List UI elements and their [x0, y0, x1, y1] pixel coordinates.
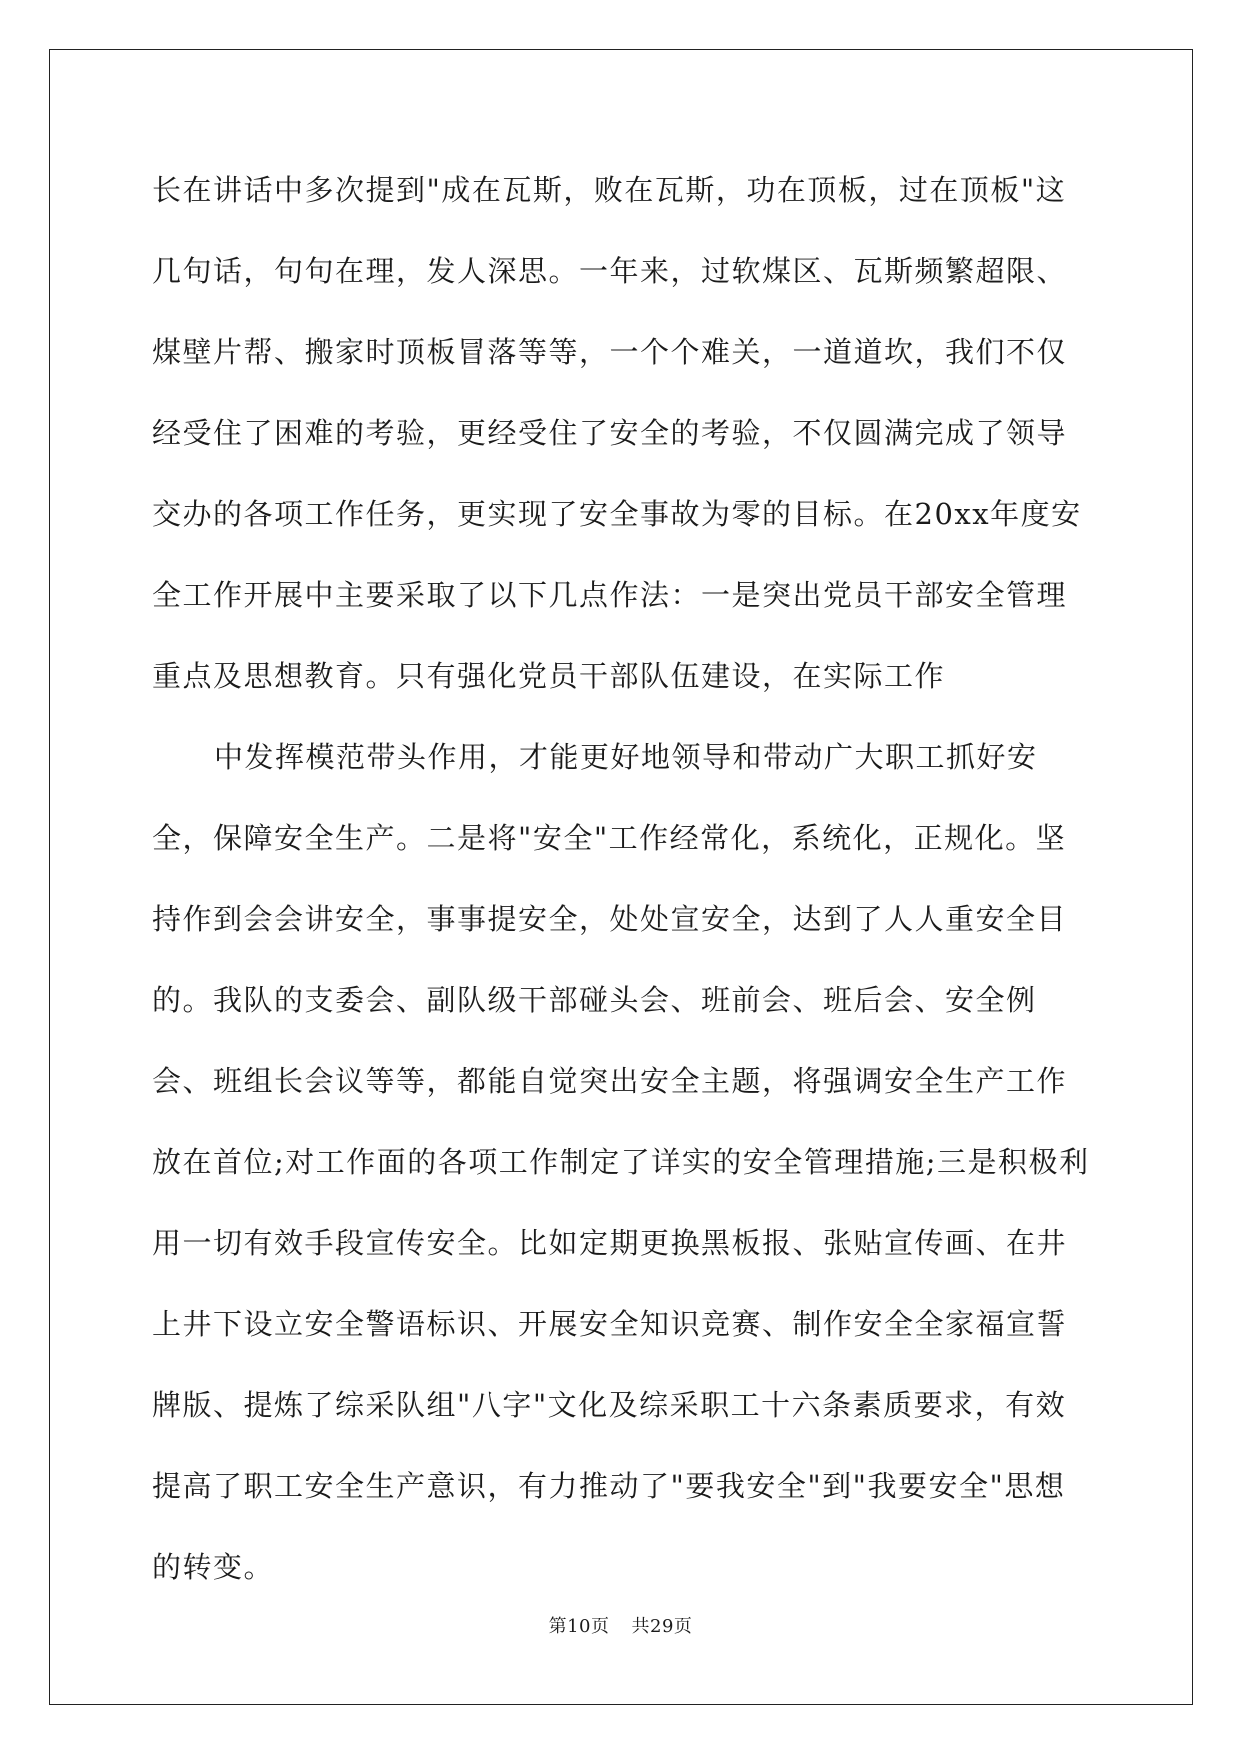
- page-number: 第10页: [548, 1616, 610, 1637]
- page-footer: [0, 1612, 1241, 1638]
- body-paragraph-1: 长在讲话中多次提到"成在瓦斯，败在瓦斯，功在顶板，过在顶板"这几句话，句句在理，发人深思。一年来，过软煤区、瓦斯频繁超限、煤壁片帮、搬家时顶板冒落等等，一个个难关，一道道坎，我们不仅经受住了困难的考验，更经受住了安全的考验，不仅圆满完成了领导交办的各项工作任务，更实现了安全事故为零的目标。在20xx年度安全工作开展中主要采取了以下几点作法：一是突出党员干部安全管理重点及思想教育。只有强化党员干部队伍建设，在实际工作: [152, 173, 1082, 693]
- page-total: 共29页: [631, 1616, 693, 1637]
- body-paragraph-2: 中发挥模范带头作用，才能更好地领导和带动广大职工抓好安全，保障安全生产。二是将"安全"工作经常化，系统化，正规化。坚持作到会会讲安全，事事提安全，处处宣安全，达到了人人重安全目的。我队的支委会、副队级干部碰头会、班前会、班后会、安全例会、班组长会议等等，都能自觉突出安全主题，将强调安全生产工作放在首位;对工作面的各项工作制定了详实的安全管理措施;三是积极利用一切有效手段宣传安全。比如定期更换黑板报、张贴宣传画、在井上井下设立安全警语标识、开展安全知识竞赛、制作安全全家福宣誓牌版、提炼了综采队组"八字"文化及综采职工十六条素质要求，有效提高了职工安全生产意识，有力推动了"要我安全"到"我要安全"思想的转变。: [152, 740, 1090, 1584]
